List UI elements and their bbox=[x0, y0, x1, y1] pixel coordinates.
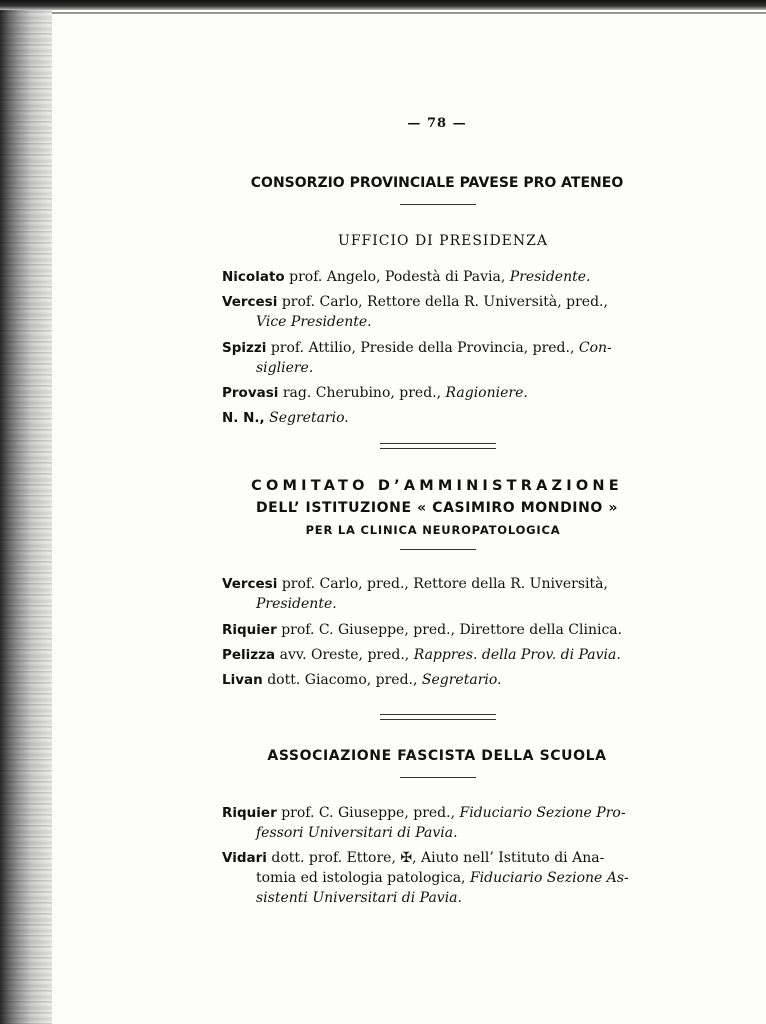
entry-role: Segretario. bbox=[269, 410, 349, 426]
section1-subtitle: UFFICIO DI PRESIDENZA bbox=[338, 233, 548, 249]
section-divider bbox=[380, 714, 496, 720]
section1-title-rule bbox=[400, 204, 476, 205]
entry-role-part2: fessori Universitari di Pavia. bbox=[256, 825, 458, 841]
entry-name: Pelizza bbox=[222, 647, 276, 663]
entry-name: Vidari bbox=[222, 850, 267, 866]
entry-role: Vice Presidente. bbox=[256, 314, 372, 330]
entry-line2-role: Fiduciario Sezione As- bbox=[469, 870, 629, 886]
page-number: — 78 — bbox=[407, 116, 467, 131]
section2-entry-pelizza bbox=[222, 645, 652, 665]
entry-text: rag. Cherubino, pred., bbox=[282, 385, 442, 401]
section3-entry-vidari bbox=[222, 848, 652, 908]
entry-name: Livan bbox=[222, 672, 263, 688]
scan-top-edge bbox=[0, 0, 766, 10]
entry-text: avv. Oreste, pred., bbox=[279, 647, 410, 663]
entry-role: Presidente. bbox=[256, 596, 337, 612]
entry-name: Riquier bbox=[222, 805, 277, 821]
entry-text: dott. prof. Ettore, ✠, Aiuto nell’ Istituto di Ana- bbox=[271, 850, 605, 866]
entry-role-part2: sigliere. bbox=[256, 360, 314, 376]
section1-entry-spizzi bbox=[222, 338, 652, 378]
entry-text: prof. Carlo, pred., Rettore della R. Università, bbox=[281, 576, 608, 592]
section2-title-line1: COMITATO D’AMMINISTRAZIONE bbox=[251, 478, 623, 494]
entry-text: prof. Attilio, Preside della Provincia, pred., bbox=[270, 340, 575, 356]
section3-entry-riquier bbox=[222, 803, 652, 843]
entry-line2 bbox=[222, 868, 652, 888]
entry-name: Riquier bbox=[222, 622, 277, 638]
section2-entry-vercesi bbox=[222, 574, 652, 614]
entry-text: prof. Angelo, Podestà di Pavia, bbox=[289, 269, 506, 285]
section1-entry-provasi bbox=[222, 383, 652, 403]
section1-entry-nicolato bbox=[222, 267, 652, 287]
entry-name: Vercesi bbox=[222, 294, 278, 310]
entry-name: Vercesi bbox=[222, 576, 278, 592]
entry-line3-role: sistenti Universitari di Pavia. bbox=[256, 890, 462, 906]
section2-entry-livan bbox=[222, 670, 652, 690]
section1-entry-nn bbox=[222, 408, 652, 428]
scan-top-line bbox=[52, 12, 766, 14]
section2-title-rule bbox=[400, 549, 476, 550]
section3-title: ASSOCIAZIONE FASCISTA DELLA SCUOLA bbox=[267, 748, 607, 764]
section2-title-line3: PER LA CLINICA NEUROPATOLOGICA bbox=[305, 523, 561, 537]
entry-name: Spizzi bbox=[222, 340, 267, 356]
entry-text: prof. C. Giuseppe, pred., Direttore della Clinica. bbox=[281, 622, 623, 638]
entry-role-part1: Con- bbox=[578, 340, 612, 356]
section1-title: CONSORZIO PROVINCIALE PAVESE PRO ATENEO bbox=[250, 175, 624, 191]
section-divider bbox=[380, 443, 496, 449]
entry-text: dott. Giacomo, pred., bbox=[267, 672, 418, 688]
entry-text: prof. Carlo, Rettore della R. Università, pred., bbox=[281, 294, 608, 310]
section2-title-line2: DELL’ ISTITUZIONE « CASIMIRO MONDINO » bbox=[255, 500, 619, 516]
section1-entry-vercesi bbox=[222, 292, 652, 332]
entry-role: Presidente. bbox=[509, 269, 591, 285]
entry-role: Ragioniere. bbox=[445, 385, 528, 401]
book-binding-edge bbox=[0, 0, 52, 1024]
entry-role: Segretario. bbox=[421, 672, 502, 688]
section3-title-rule bbox=[400, 777, 476, 778]
entry-text: prof. C. Giuseppe, pred., bbox=[281, 805, 456, 821]
section2-entry-riquier bbox=[222, 620, 652, 640]
entry-line2-text: tomia ed istologia patologica, bbox=[256, 870, 466, 886]
entry-role: Rappres. della Prov. di Pavia. bbox=[413, 647, 621, 663]
entry-name: Provasi bbox=[222, 385, 279, 401]
entry-name: Nicolato bbox=[222, 269, 285, 285]
entry-role-part1: Fiduciario Sezione Pro- bbox=[459, 805, 626, 821]
entry-name: N. N., bbox=[222, 410, 265, 426]
